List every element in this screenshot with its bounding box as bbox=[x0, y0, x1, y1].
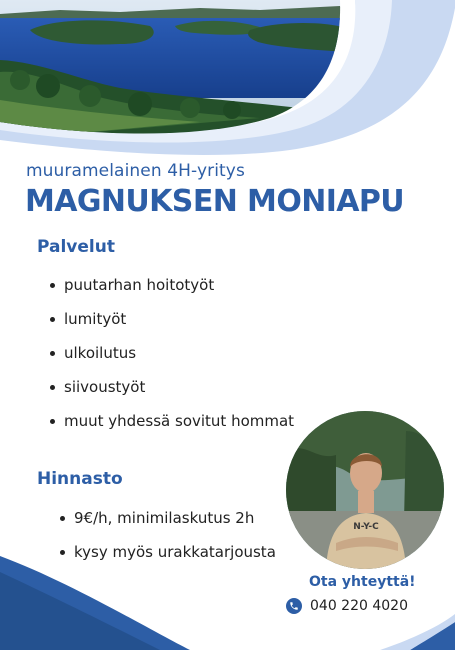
shirt-print: N-Y-C bbox=[353, 522, 379, 532]
prices-heading: Hinnasto bbox=[37, 469, 123, 489]
services-heading: Palvelut bbox=[37, 237, 115, 257]
list-item: puutarhan hoitotyöt bbox=[64, 275, 294, 309]
bottom-wave-left-shade bbox=[0, 572, 160, 650]
phone-number: 040 220 4020 bbox=[310, 598, 408, 614]
prices-list bbox=[74, 508, 276, 576]
portrait-photo bbox=[286, 411, 444, 569]
contact-heading: Ota yhteyttä! bbox=[309, 574, 416, 590]
page-title: MAGNUKSEN MONIAPU bbox=[25, 184, 405, 219]
list-item: muut yhdessä sovitut hommat bbox=[64, 411, 294, 445]
phone-icon bbox=[286, 598, 302, 614]
subtitle: muuramelainen 4H-yritys bbox=[26, 161, 245, 181]
list-item: lumityöt bbox=[64, 309, 294, 343]
phone-contact bbox=[286, 596, 408, 616]
list-item: siivoustyöt bbox=[64, 377, 294, 411]
list-item: kysy myös urakkatarjousta bbox=[74, 542, 276, 576]
list-item: 9€/h, minimilaskutus 2h bbox=[74, 508, 276, 542]
list-item: ulkoilutus bbox=[64, 343, 294, 377]
services-list bbox=[64, 275, 294, 445]
